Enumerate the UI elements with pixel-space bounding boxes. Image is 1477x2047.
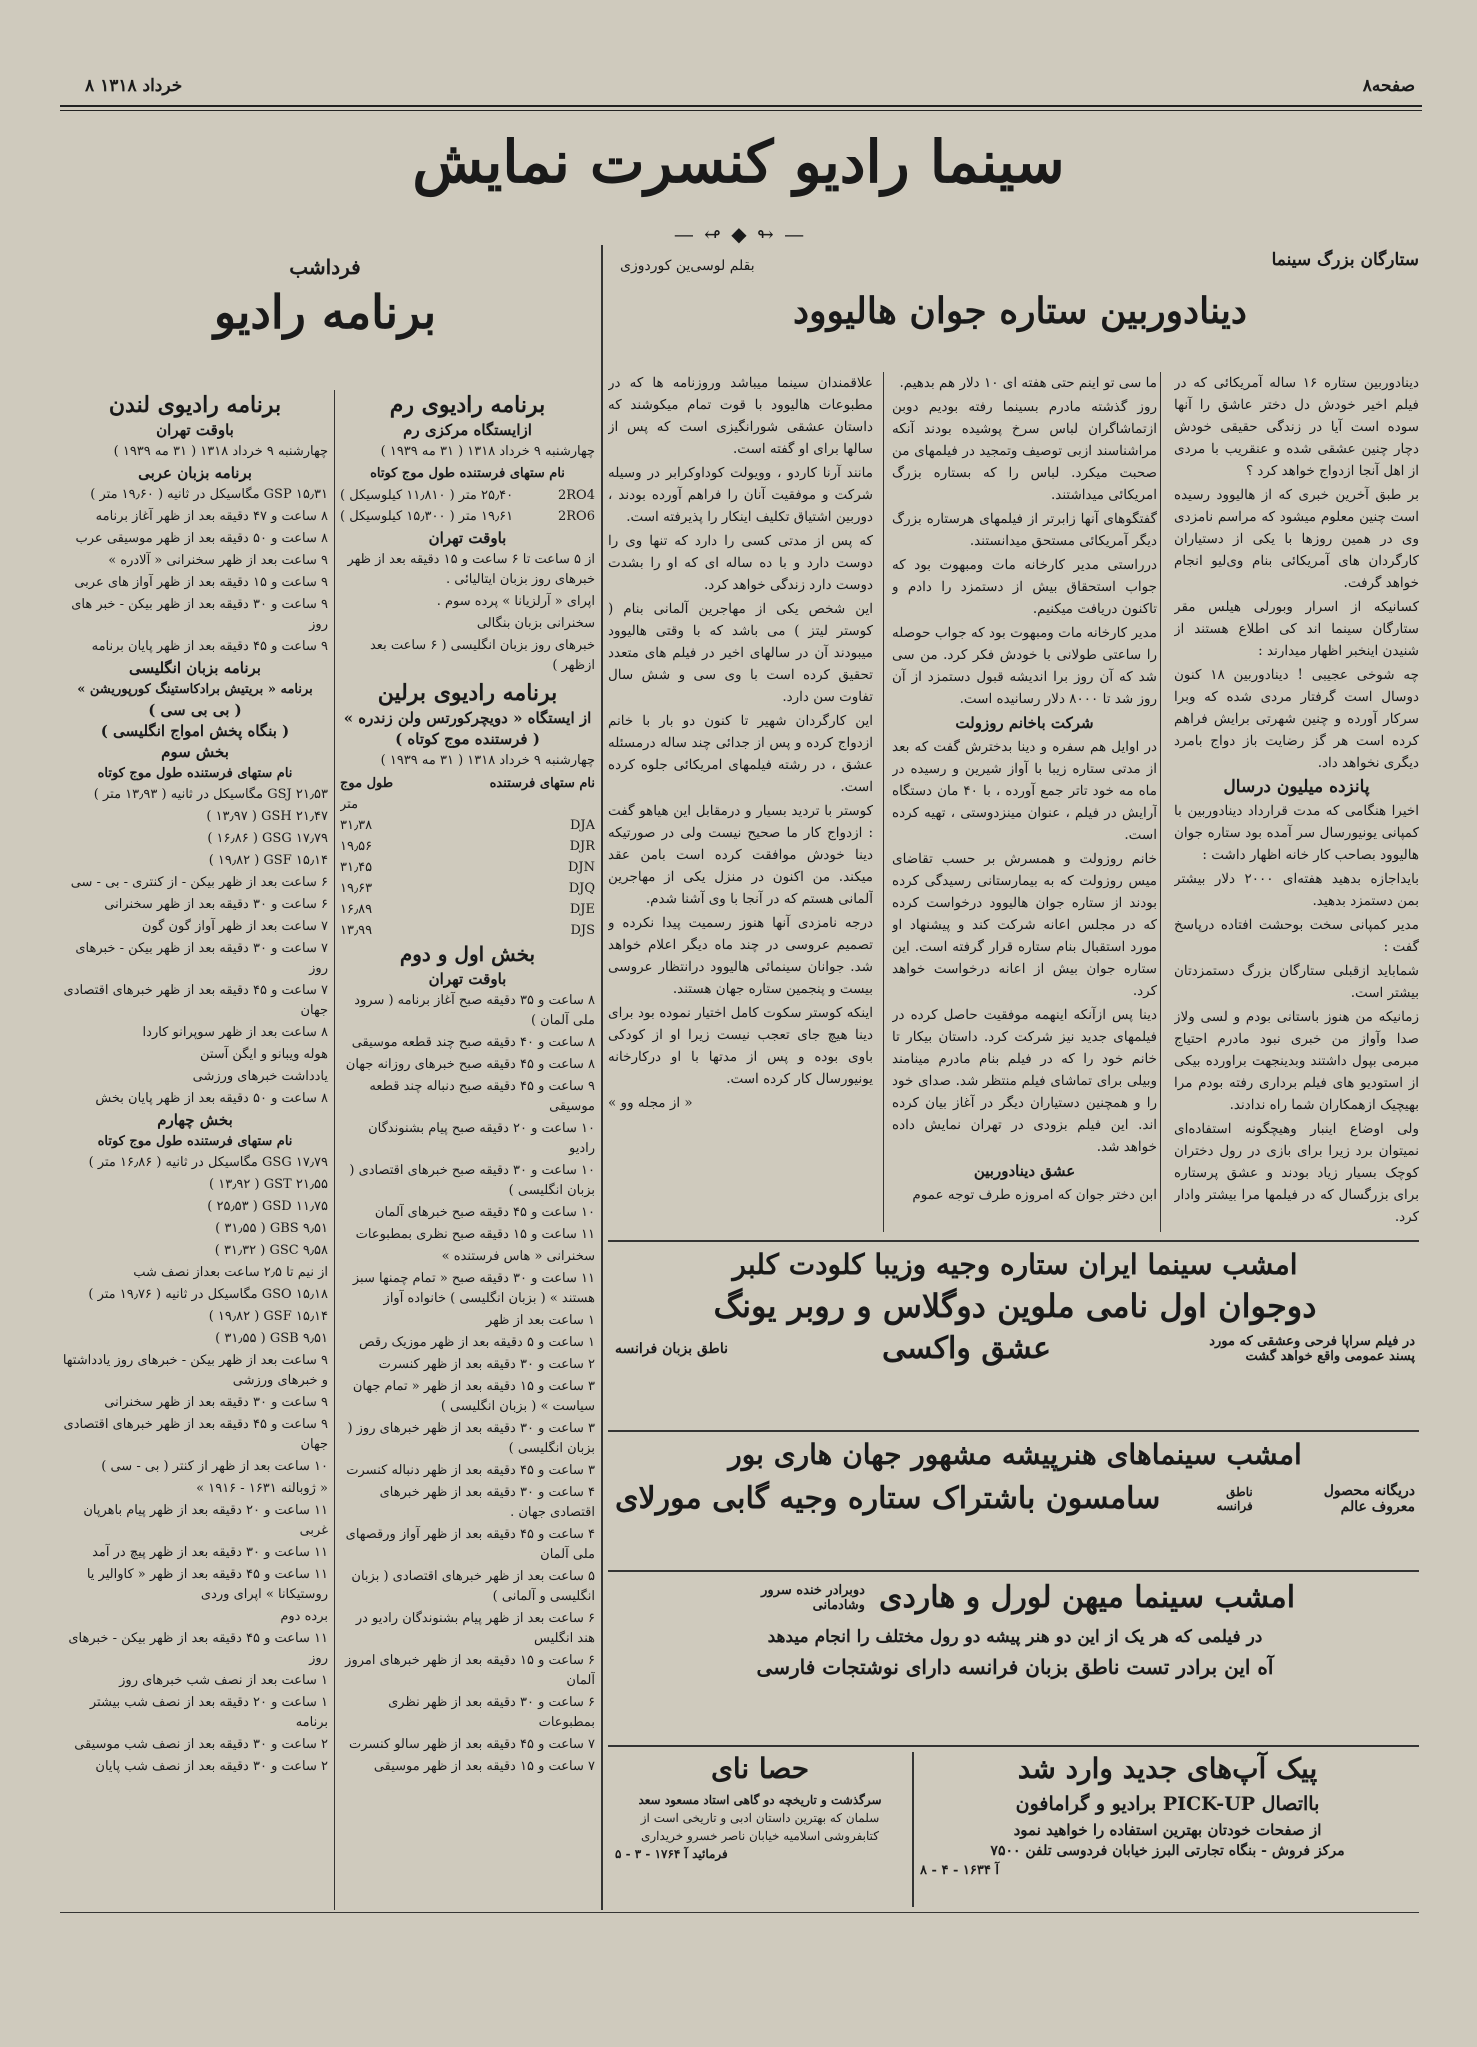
berlin-tz: باوقت تهران [428, 970, 507, 988]
berlin-program-item: ۴ ساعت و ۴۵ دقیقه بعد از ظهر آواز ورقصهای ملی آلمان [345, 1527, 595, 1562]
ad-hesar-nai [615, 1752, 905, 1912]
berlin-program-item: ۸ ساعت و ۴۵ دقیقه صبح خبرهای روزانه جهان [345, 1057, 595, 1072]
stars-col-rule [883, 372, 884, 1232]
london-part3: بخش سوم [161, 743, 229, 761]
berlin-program-item: ۲ ساعت و ۳۰ دقیقه بعد از ظهر کنسرت [378, 1357, 595, 1372]
stars-paragraph: بر طبق آخرین خبری که از هالیوود رسیده است چنین معلوم میشود که مراسم نامزدی وی در همین روزها با یکی از دستیاران کارگردان های آمریکائی بنام وی‌لیو انجام خواهد گرفت. [1174, 487, 1419, 591]
ad-line: مرکز فروش - بنگاه تجارتی البرز خیابان فردوسی تلفن ۷۵۰۰ [990, 1843, 1345, 1859]
ad-side-text: در فیلم سراپا فرحی وعشقی که مورد پسند عمومی واقع خواهد گشت [1209, 1333, 1415, 1364]
station-freq: ۱۳٫۹۹ [340, 923, 373, 938]
berlin-program-item: ۱۱ ساعت و ۳۰ دقیقه صبح « تمام چمنها سبز هستند » ( بزبان انگلیسی ) خانواده آواز [352, 1271, 595, 1306]
ads-top-rule [608, 1240, 1419, 1242]
station-code: DJA [569, 818, 595, 833]
ad-rule [608, 1570, 1419, 1572]
stars-paragraph: این شخص یکی از مهاجرین آلمانی بنام ( کوستر لیتز ) می باشد که با وقتی هالیوود میبودند آن در سالهای اخیر در فیلم های متعدد تحقیق کرده است با وی سی و شش سال تفاوت سن دارد. [608, 601, 873, 705]
berlin-program-item: ۷ ساعت و ۴۵ دقیقه بعد از ظهر سالو کنسرت [348, 1737, 595, 1752]
london-program-item: ۷ ساعت بعد از ظهر آواز گون گون [141, 919, 328, 934]
ad-line: از صفحات خودتان بهترین استفاده را خواهید نمود [1013, 1821, 1322, 1839]
radio-col-rule [334, 390, 335, 1910]
station-freq: ۱۶٫۸۹ [340, 902, 373, 917]
london-station-row: GBS ۹٫۵۱ ( ۳۱٫۵۵ ) [215, 1221, 328, 1236]
stars-paragraph: گفتگوهای آنها زابرتر از فیلمهای هرستاره بزرگ دیگر آمریکائی مستحق میدانستند. [892, 511, 1157, 549]
col-header: نام ستهای فرستنده [489, 776, 595, 791]
london-part3-items [62, 873, 328, 1109]
berlin-program-item: ۹ ساعت و ۴۵ دقیقه صبح دنباله چند قطعه موسیقی [369, 1079, 595, 1114]
ad-side-text: ناطق بزبان فرانسه [615, 1340, 728, 1357]
london-program-item: ۱۱ ساعت و ۳۰ دقیقه بعد از ظهر پیچ در آمد [92, 1545, 328, 1560]
station-code: DJE [569, 902, 595, 917]
stars-paragraph: بایداجازه بدهید هفته‌ای ۲۰۰۰ دلار بیشتر بمن دستمزد بدهید. [1174, 871, 1419, 909]
stars-paragraph: ابن دختر جوان که امروزه طرف توجه عموم [912, 1187, 1157, 1203]
london-program-item: « ژوبالنه ۱۶۳۱ - ۱۹۱۶ » [196, 1481, 328, 1496]
berlin-col-headers [340, 773, 595, 794]
stars-section-label: ستارگان بزرگ سینما [1271, 250, 1419, 270]
ad-divider [912, 1752, 914, 1907]
berlin-items [340, 991, 595, 1777]
ad-line: دوجوان اول نامی ملوین دوگلاس و روبر یونگ [713, 1287, 1317, 1325]
stars-subhead: عشق دینادوربین [973, 1162, 1076, 1180]
station-code: 2RO6 [558, 509, 595, 524]
berlin-program-item: ۱۰ ساعت و ۴۵ دقیقه صبح خبرهای آلمان [374, 1205, 595, 1220]
stars-paragraph: چه شوخی عجیبی ! دینادوربین ۱۸ کنون دوسال است گرفتار مردی شده که وبرا سرکار آورده و چنین شهرتی برایش فراهم کرده است هر گز رضایت باز دواج بامرد دیگری نخواهد داد. [1174, 667, 1419, 771]
page-number: صفحه۸ [1362, 76, 1415, 96]
london-part3-header: نام ستهای فرستنده طول موج کوتاه [97, 766, 293, 781]
stars-paragraph: مدیر کمپانی سخت بوحشت افتاده درپاسخ گفت : [1174, 917, 1419, 955]
station-freq: ۱۹٫۶۱ متر ( ۱۵٫۳۰۰ کیلوسیکل ) [340, 509, 514, 524]
stars-headline: دینادوربین ستاره جوان هالیوود [793, 290, 1247, 332]
stars-subhead: شرکت باخانم روزولت [955, 714, 1094, 732]
rome-item: از ۵ ساعت تا ۶ ساعت و ۱۵ دقیقه بعد از ظهر خبرهای روز بزبان ایتالیائی . [347, 552, 595, 587]
london-bbc-title: برنامه « بریتیش برادکاستینگ کورپوریشن » [77, 682, 313, 697]
ad-line: امشب سینماهای هنرپیشه مشهور جهان هاری بور [728, 1438, 1302, 1471]
stars-paragraph: درراستی مدیر کارخانه مات ومبهوت بود که جواب استحقاق بیش از دستمزد را دادم و تاکنون دریافت میکنیم. [892, 557, 1157, 617]
ad-line: بااتصال PICK-UP برادیو و گرامافون [1015, 1793, 1320, 1815]
london-station-row: GSO ۱۵٫۱۸ مگاسیکل در ثانیه ( ۱۹٫۷۶ متر ) [88, 1287, 328, 1302]
station-freq: ۲۵٫۴۰ متر ( ۱۱٫۸۱۰ کیلوسیکل ) [340, 488, 514, 503]
rome-item: اپرای « آرلزیانا » پرده سوم . [436, 594, 595, 609]
ad-side-text: دوبرادر خنده سرور وشادمانی [761, 1582, 865, 1613]
stars-paragraph: علاقمندان سینما میباشد وروزنامه ها که در مطبوعات هالیوود با قوت تمام میکوشند که داستان عشقی شورانگیزی است که پس از سالها برای او گفته است. [608, 375, 873, 457]
stars-column-left [608, 372, 873, 1232]
radio-title: برنامه رادیو [213, 285, 437, 339]
col-header: طول موج [340, 776, 394, 791]
stars-paragraph: دینا پس ازآنکه اینهمه موفقیت حاصل کرده در فیلمهای جدید نیز شرکت کرد. داستان بیکار تا خانم خود را که در فیلم بنام مادرم مینامند وبیلی برای تماشای فیلم منتظر شد. صدای خود را و همچنین دستیاران دیگر در آغاز بیان کرده اند. این فیلم بزودی در تهران نمایش داده خواهد شد. [892, 1007, 1157, 1155]
london-program-item: ۹ ساعت و ۳۰ دقیقه بعد از ظهر بیکن - خبر های روز [71, 597, 328, 632]
stars-paragraph: کسانیکه از اسرار وبورلی هیلس مقر ستارگان سینما اند کی اطلاع هستند از شنیدن اینخبر اظهار میدارند : [1174, 599, 1419, 659]
berlin-program-item: ۷ ساعت و ۱۵ دقیقه بعد از ظهر موسیقی [373, 1759, 595, 1774]
london-program-item: ۹ ساعت و ۴۵ دقیقه بعد از ظهر خبرهای اقتصادی جهان [63, 1417, 328, 1452]
london-station-row: GSB ۹٫۵۱ ( ۳۱٫۵۵ ) [215, 1331, 328, 1346]
issue-date: ۸ خرداد ۱۳۱۸ [85, 76, 183, 96]
london-station-row: GSF ۱۵٫۱۴ ( ۱۹٫۸۲ ) [208, 1309, 328, 1324]
berlin-program-item: سخنرانی « هاس فرستنده » [441, 1249, 595, 1264]
page-bottom-rule [60, 1912, 1419, 1913]
berlin-part: بخش اول و دوم [399, 942, 536, 966]
rome-subtitle: نام ستهای فرستنده طول موج کوتاه [370, 466, 565, 481]
rome-station-row [340, 506, 595, 527]
berlin-station: از ایستگاه « دویچرکورتس ولن زندره » [343, 709, 592, 727]
stars-paragraph: روز گذشته مادرم بسینما رفته بودیم دوبن ازتماشاگران لباس سرخ پوشیده بودند آنکه مراشناسند ازبی توصیف وتمجید در فیلمهای من صحبت میکرد. لباس را که بستاره بزرگ امریکائی میداشتند. [892, 399, 1157, 503]
station-code: DJQ [568, 881, 595, 896]
london-program-item: یادداشت خبرهای ورزشی [192, 1069, 328, 1084]
divider-radio-stars [601, 245, 603, 1910]
rome-tz: باوقت تهران [428, 529, 507, 547]
station-code: DJN [567, 860, 595, 875]
stars-column-middle [892, 372, 1157, 1232]
ad-line: سلمان که بهترین داستان ادبی و تاریخی است از [640, 1811, 880, 1825]
london-english-title: برنامه بزبان انگلیسی [129, 659, 261, 677]
london-part4-header: نام ستهای فرستنده طول موج کوتاه [97, 1134, 293, 1149]
stars-paragraph: مانند آرنا کاردو ، وویولت کوداوکرابر در وسیله شرکت و موفقیت آنان را فراهم آورده بودند ، دوربین اشتیاق تکلیف اینکار را پذیرفته است. [608, 465, 873, 525]
berlin-station-row [340, 815, 595, 836]
ad-code: فرمائید آ ۱۷۶۴ - ۳ - ۵ [615, 1847, 728, 1861]
rome-station-row [340, 485, 595, 506]
radio-kicker: فرداشب [289, 255, 361, 279]
london-part4-rows [62, 1153, 328, 1261]
stars-column-right [1174, 372, 1419, 1232]
berlin-program-item: ۱ ساعت بعد از ظهر [485, 1313, 595, 1328]
london-program-item: ۷ ساعت و ۴۵ دقیقه بعد از ظهر خبرهای اقتصادی جهان [63, 983, 328, 1018]
london-station-row: GSC ۹٫۵۸ ( ۳۱٫۳۲ ) [214, 1243, 328, 1258]
london-part4-note: از نیم تا ۲٫۵ ساعت بعداز نصف شب [133, 1265, 328, 1280]
station-freq: ۱۹٫۶۳ [340, 881, 373, 896]
london-program-item: ۱۱ ساعت و ۴۵ دقیقه بعد از ظهر بیکن - خبرهای روز [68, 1631, 328, 1666]
stars-paragraph: خانم روزولت و همسرش بر حسب تقاضای میس روزولت که به بیمارستانی رسیدگی کرده بودند از ستاره جوان هالیوود درخواست کرده که در مجلس اعانه شرکت کند و پیشنهاد او مورد استقبال بنام ستاره قرار گرفته است. این ستاره جوان بیش از اعانه درخواست خواهد کرد. [892, 851, 1157, 999]
berlin-program-item: ۵ ساعت بعد از ظهر خبرهای اقتصادی ( بزبان انگلیسی و آلمانی ) [351, 1569, 595, 1604]
berlin-unit-row [340, 794, 595, 815]
ad-code: آ ۱۶۳۴ - ۴ - ۸ [920, 1863, 999, 1878]
stars-byline: بقلم لوسی‌ین کوردوزی [620, 258, 755, 274]
stars-source: « از مجله وو » [608, 1095, 693, 1111]
london-bbc-sub2: ( بنگاه پخش امواج انگلیسی ) [100, 722, 290, 740]
london-program-item: برده دوم [280, 1609, 328, 1624]
london-program-item: ۱۰ ساعت بعد از ظهر از کنتر ( بی - سی ) [101, 1459, 328, 1474]
london-part4: بخش چهارم [157, 1111, 233, 1129]
ad-note: ناطق فرانسه [1216, 1484, 1253, 1513]
ad-line: سامسون باشتراک ستاره وجیه گابی مورلای [615, 1481, 1161, 1516]
london-arabic-items [62, 507, 328, 657]
berlin-program-item: ۳ ساعت و ۱۵ دقیقه بعد از ظهر « تمام جهان سیاست » ( بزبان انگلیسی ) [352, 1379, 595, 1414]
berlin-date: چهارشنبه ۹ خرداد ۱۳۱۸ ( ۳۱ مه ۱۹۳۹ ) [380, 753, 595, 768]
masthead-title: سینما رادیو کنسرت نمایش [412, 128, 1065, 196]
london-part3-rows [62, 785, 328, 871]
london-part4-items [62, 1351, 328, 1777]
stars-paragraph: دینادوربین ستاره ۱۶ ساله آمریکائی که در فیلم اخیر خودش دل دختر عاشق را آنها سوده است آیا در زندگی حقیقی خودش دچار چنین عشقی شده و عنقریب با مردی از اهل آنجا ازدواج خواهد کرد ؟ [1174, 375, 1419, 479]
stars-paragraph: در اوایل هم سفره و دینا بدخترش گفت که بعد از مدتی ستاره زیبا با آواز شیرین و رسیده در ماه مه خود تاتر جمع آورده ، با ۴۰ مان دستگاه آرایش در فیلم ، عنوان مینزدوستی ، تهیه کرده است. [892, 739, 1157, 843]
berlin-program-item: ۱۱ ساعت و ۱۵ دقیقه صبح نظری بمطبوعات [355, 1227, 595, 1242]
stars-paragraph: این کارگردان شهیر تا کنون دو بار با خانم ازدواج کرده و پس از جدائی چند ساله درمسئله عشق ، در رشته فیلمهای امریکائی جلوه کرده است. [608, 713, 873, 795]
london-program-item: ۹ ساعت و ۳۰ دقیقه بعد از ظهر سخنرانی [104, 1395, 328, 1410]
london-program-item: ۷ ساعت و ۳۰ دقیقه بعد از ظهر بیکن - خبرهای روز [75, 941, 328, 976]
berlin-program-item: ۸ ساعت و ۴۰ دقیقه صبح چند قطعه موسیقی [351, 1035, 595, 1050]
station-code: 2RO4 [558, 488, 595, 503]
col-header: متر [340, 797, 359, 812]
ad-line: در فیلمی که هر یک از این دو هنر پیشه دو رول مختلف را انجام میدهد [767, 1627, 1263, 1647]
berlin-title: برنامه رادیوی برلین [377, 680, 558, 706]
berlin-program-item: ۴ ساعت و ۳۰ دقیقه بعد از ظهر خبرهای اقتصادی جهان . [379, 1485, 595, 1520]
ad-line: امشب سینما ایران ستاره وجیه وزیبا کلودت کلبر [732, 1248, 1298, 1281]
station-code: DJS [570, 923, 595, 938]
rome-item: سخنرانی بزبان بنگالی [476, 616, 595, 631]
rome-item: خبرهای روز بزبان انگلیسی ( ۶ ساعت بعد ازظهر ) [369, 638, 595, 673]
london-program-item: ۲ ساعت و ۳۰ دقیقه بعد از نصف شب پایان [95, 1759, 328, 1774]
stars-paragraph: مدیر کارخانه مات ومبهوت بود که جواب حوصله را ساعتی طولانی با خودش فکر کرد. من سی شد که آن روز برا اندیشه قبول دستمزد از آن روز شد تا ۸۰۰۰ دلار رسانیده است. [892, 625, 1157, 707]
ad-cinema-iran [615, 1248, 1415, 1413]
stars-paragraph: کوستر با تردید بسیار و درمقابل این هیاهو گفت : ازدواج کار ما صحیح نیست ولی در صورتیکه دینا خودش موافقت کرده است بامن عقد میکند. من اکنون در منزل یکی از مهاجرین آلمانی هستم که در آنجا با وی آشنا شدم. [608, 803, 873, 907]
rome-station: ازایستگاه مرکزی رم [403, 421, 532, 439]
stars-subhead: پانزده میلیون درسال [1223, 777, 1370, 797]
ad-line: سرگذشت و تاریخچه دو گاهی استاد مسعود سعد [638, 1793, 882, 1807]
ad-line: کتابفروشی اسلامیه خیابان ناصر خسرو خریداری [640, 1829, 880, 1843]
london-date: چهارشنبه ۹ خرداد ۱۳۱۸ ( ۳۱ مه ۱۹۳۹ ) [113, 444, 328, 459]
ad-title: پیک آپ‌های جدید وارد شد [1017, 1752, 1318, 1785]
stars-col-rule [1160, 372, 1161, 1232]
london-program-item: ۱۱ ساعت و ۲۰ دقیقه بعد از ظهر پیام باهرپان غربی [83, 1503, 328, 1538]
london-program-item: ۸ ساعت و ۴۷ دقیقه بعد از ظهر آغاز برنامه [95, 509, 328, 524]
london-program-item: ۹ ساعت بعد از ظهر بیکن - خبرهای روز یادداشتها و خبرهای ورزشی [62, 1353, 328, 1388]
stars-paragraph: اینکه کوستر سکوت کامل اختیار نموده بود برای دینا هیچ جای تعجب نیست زیرا او از کودکی باوی بوده و پس از مدتها با او درکارخانه یونیورسال کار کرده است. [608, 1005, 873, 1087]
stars-paragraph: ما سی تو اینم حتی هفته ای ۱۰ دلار هم بدهیم. [899, 375, 1157, 391]
radio-rome-berlin-column [340, 392, 595, 1912]
berlin-station-row [340, 836, 595, 857]
london-arabic-title: برنامه بزبان عربی [138, 464, 252, 482]
berlin-program-item: ۶ ساعت و ۱۵ دقیقه بعد از ظهر خبرهای امروز آلمان [345, 1653, 595, 1688]
london-program-item: ۱ ساعت بعد از نصف شب خبرهای روز [119, 1673, 328, 1688]
london-arabic-row: GSP ۱۵٫۳۱ مگاسیکل در ثانیه ( ۱۹٫۶۰ متر ) [90, 487, 328, 502]
rome-date: چهارشنبه ۹ خرداد ۱۳۱۸ ( ۳۱ مه ۱۹۳۹ ) [380, 444, 595, 459]
london-program-item: ۹ ساعت بعد از ظهر سخنرانی « آلادره » [108, 553, 328, 568]
london-part4-rows-b [62, 1285, 328, 1349]
stars-paragraph: درجه نامزدی آنها هنوز رسمیت پیدا نکرده و تصمیم عروسی در چند ماه دیگر اعلام خواهد شد. جوانان سینمائی هالیوود درانتظار عروسی بیست و پنجمین ستاره جهان هستند. [608, 915, 873, 997]
london-program-item: ۸ ساعت و ۵۰ دقیقه بعد از ظهر موسیقی عرب [75, 531, 328, 546]
berlin-program-item: ۱ ساعت و ۵ دقیقه بعد از ظهر موزیک رقص [358, 1335, 595, 1350]
stars-paragraph: شماباید ازقبلی ستارگان بزرگ دستمزدتان بیشتر است. [1174, 963, 1419, 1001]
stars-paragraph: که پس از مدتی کسی را دارد که تنها وی را دوست دارد و با ده ساله ای که او را بشدت دوست دارد زندگی خواهد کرد. [608, 533, 873, 593]
berlin-program-item: ۸ ساعت و ۳۵ دقیقه صبح آغاز برنامه ( سرود ملی آلمان ) [354, 993, 595, 1028]
london-program-item: ۶ ساعت و ۳۰ دقیقه بعد از ظهر سخنرانی [104, 897, 328, 912]
london-station-row: GSG ۱۷٫۷۹ ( ۱۶٫۸۶ ) [207, 831, 328, 846]
ad-side-text: دریگانه محصول معروف عالم [1323, 1482, 1415, 1515]
ad-film-title: عشق واکسی [882, 1331, 1051, 1366]
berlin-program-item: ۶ ساعت و ۳۰ دقیقه بعد از ظهر نظری بمطبوعات [388, 1695, 595, 1730]
london-program-item: ۸ ساعت و ۵۰ دقیقه بعد از ظهر پایان بخش [95, 1091, 328, 1106]
london-program-item: هوله ویبانو و ایگن آستن [199, 1047, 328, 1062]
london-program-item: ۸ ساعت بعد از ظهر سوپرانو کاردا [142, 1025, 328, 1040]
station-freq: ۱۹٫۵۶ [340, 839, 373, 854]
london-program-item: ۹ ساعت و ۴۵ دقیقه بعد از ظهر پایان برنامه [91, 639, 328, 654]
ad-rule [608, 1430, 1419, 1432]
london-station-row: GSJ ۲۱٫۵۳ مگاسیکل در ثانیه ( ۱۳٫۹۳ متر ) [93, 787, 328, 802]
station-freq: ۳۱٫۴۵ [340, 860, 373, 875]
stars-paragraph: زمانیکه من هنوز باستانی بودم و لسی ولاز صدا وآواز من خبری نبود مادرم احتیاج مبرمی بپول داشتند وبدینجهت براورده بیکی از استودیو های فیلم برداری رفته بودم مرا بهیچیک ازهمکاران شما راه ندادند. [1174, 1009, 1419, 1113]
london-program-item: ۹ ساعت و ۱۵ دقیقه بعد از ظهر آواز های عربی [74, 575, 328, 590]
berlin-station-row [340, 857, 595, 878]
station-freq: ۳۱٫۳۸ [340, 818, 373, 833]
stars-paragraph: ولی اوضاع اینبار وهیچگونه استفاده‌ای نمیتوان برد زیرا برای بازی در رول دختران کوچک بسیار زیاد بودند و عشق پرستاره برای بزرگسال که در فیلمها مرا بیشتر وادار کرد. [1174, 1121, 1419, 1225]
berlin-station-row [340, 920, 595, 941]
london-program-item: ۱۱ ساعت و ۴۵ دقیقه بعد از ظهر « کاوالیر یا روستیکانا » اپرای وردی [86, 1567, 328, 1602]
london-station-row: GSH ۲۱٫۴۷ ( ۱۳٫۹۷ ) [206, 809, 328, 824]
ad-line: آه این برادر تست ناطق بزبان فرانسه دارای نوشتجات فارسی [756, 1655, 1274, 1679]
ad-cinema-mihan [615, 1580, 1415, 1740]
london-program-item: ۶ ساعت بعد از ظهر بیکن - از کنتری - بی - سی [70, 875, 328, 890]
berlin-program-item: ۳ ساعت و ۴۵ دقیقه بعد از ظهر دنباله کنسرت [346, 1463, 595, 1478]
masthead-ornament: — ↫ ◆ ↬ — [673, 222, 807, 246]
station-code: DJR [569, 839, 595, 854]
radio-london-column [62, 392, 328, 1912]
ad-line: امشب سینما میهن لورل و هاردی [878, 1580, 1296, 1615]
ad-title: حصا نای [710, 1752, 810, 1785]
berlin-station-2: ( فرستنده موج کوتاه ) [395, 730, 540, 748]
ad-pickup [920, 1752, 1415, 1912]
berlin-station-row [340, 899, 595, 920]
berlin-program-item: ۱۰ ساعت و ۳۰ دقیقه صبح خبرهای اقتصادی ( بزبان انگلیسی ) [349, 1163, 595, 1198]
london-title: برنامه رادیوی لندن [108, 392, 282, 418]
stars-paragraph: اخیرا هنگامی که مدت قرارداد دینادوربین با کمپانی یونیورسال سر آمده بود ستاره جوان هالیوود بصاحب کار خانه اظهار داشت : [1174, 803, 1419, 863]
header-rule-top [60, 105, 1422, 107]
london-bbc-sub: ( بی بی سی ) [148, 701, 242, 719]
rome-title: برنامه رادیوی رم [389, 392, 546, 418]
london-station-row: GST ۲۱٫۵۵ ( ۱۳٫۹۲ ) [209, 1177, 328, 1192]
berlin-program-item: ۳ ساعت و ۳۰ دقیقه بعد از ظهر خبرهای روز ( بزبان انگلیسی ) [347, 1421, 595, 1456]
london-station-row: GSF ۱۵٫۱۴ ( ۱۹٫۸۲ ) [208, 853, 328, 868]
ad-harry-baur [615, 1438, 1415, 1568]
london-tz: باوقت تهران [156, 421, 234, 439]
header-rule-bottom [60, 110, 1422, 111]
london-station-row: GSG ۱۷٫۷۹ مگاسیکل در ثانیه ( ۱۶٫۸۶ متر ) [88, 1155, 328, 1170]
berlin-program-item: ۱۰ ساعت و ۲۰ دقیقه صبح پیام بشنوندگان رادیو [368, 1121, 595, 1156]
berlin-station-row [340, 878, 595, 899]
london-program-item: ۲ ساعت و ۳۰ دقیقه بعد از نصف شب موسیقی [74, 1737, 328, 1752]
london-station-row: GSD ۱۱٫۷۵ ( ۲۵٫۵۳ ) [207, 1199, 328, 1214]
berlin-program-item: ۶ ساعت بعد از ظهر پیام بشنوندگان رادیو در هند انگلیس [355, 1611, 595, 1646]
ad-rule [608, 1745, 1419, 1747]
london-program-item: ۱ ساعت و ۲۰ دقیقه بعد از نصف شب بیشتر برنامه [89, 1695, 328, 1730]
